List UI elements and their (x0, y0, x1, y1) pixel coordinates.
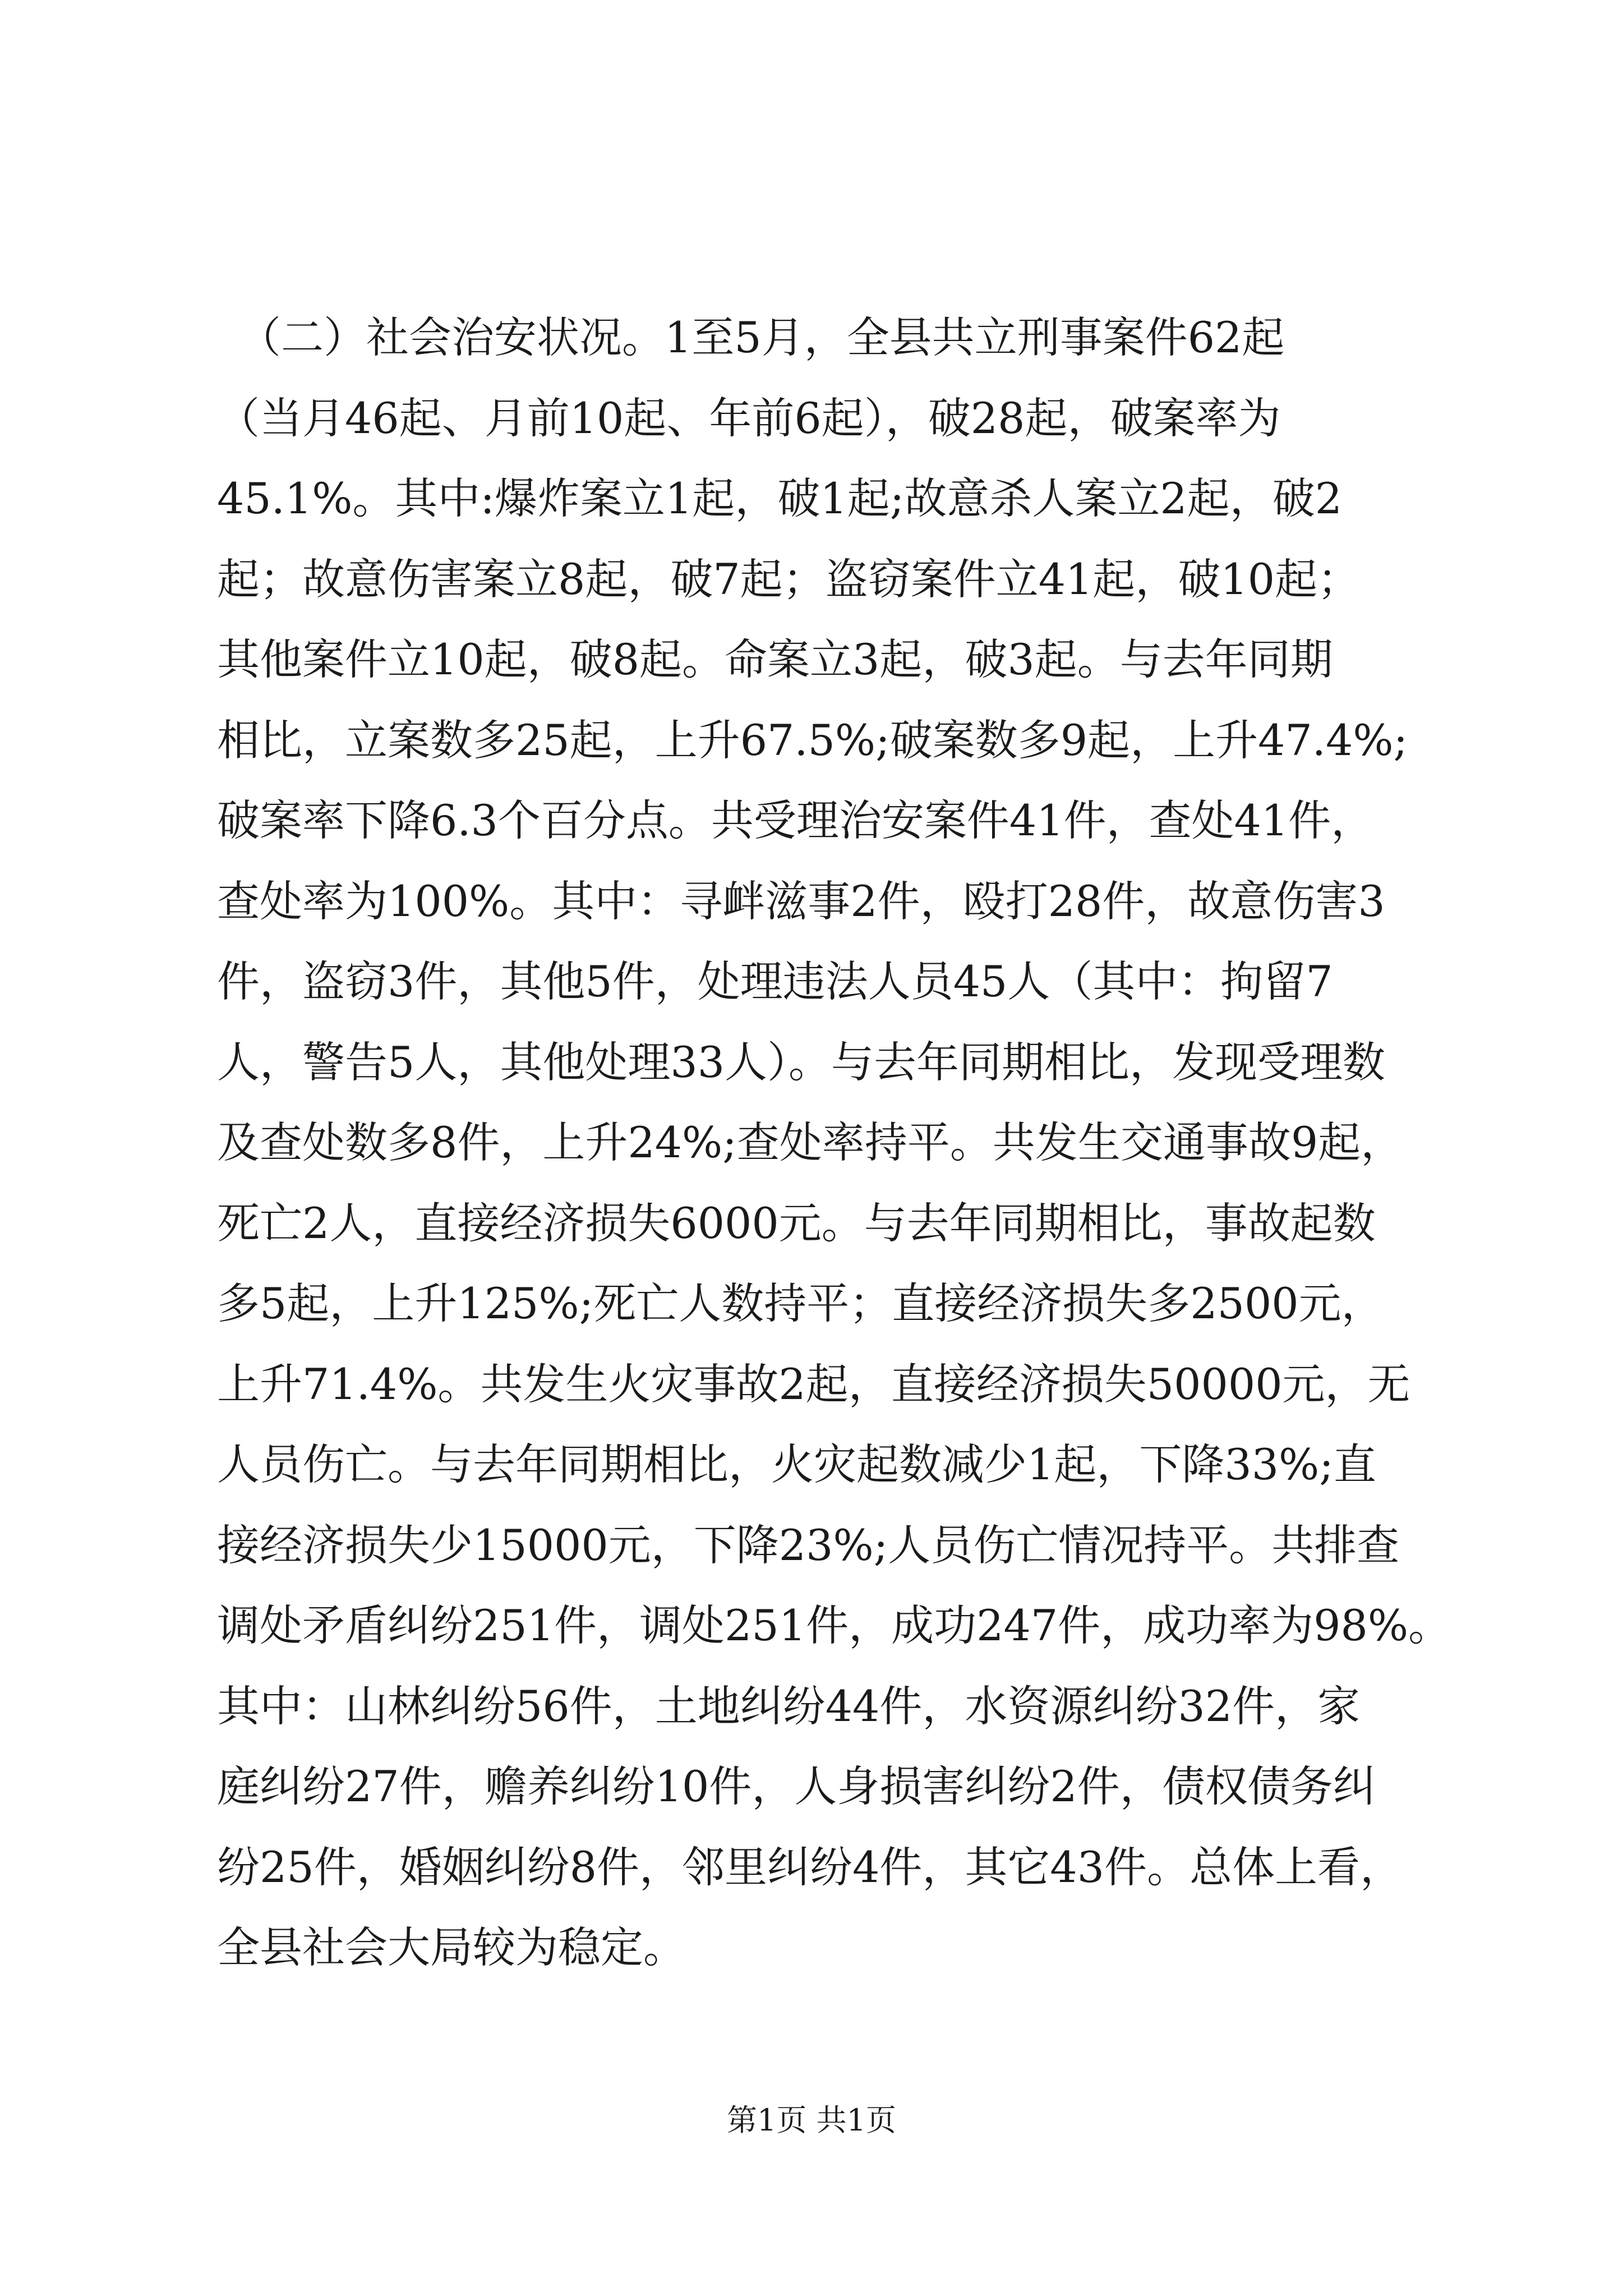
paragraph-line: 其他案件立10起，破8起。命案立3起，破3起。与去年同期 (217, 634, 1333, 684)
paragraph-line: 死亡2人，直接经济损失6000元。与去年同期相比，事故起数 (217, 1198, 1376, 1248)
page-number-label: 第1页 共1页 (727, 2102, 896, 2138)
paragraph-line: 45.1%。其中:爆炸案立1起，破1起;故意杀人案立2起，破2 (217, 473, 1343, 523)
paragraph-line: 全县社会大局较为稳定。 (217, 1922, 686, 1972)
paragraph-line: 多5起，上升125%;死亡人数持平；直接经济损失多2500元， (217, 1278, 1384, 1328)
paragraph-line: 查处率为100%。其中：寻衅滋事2件，殴打28件，故意伤害3 (217, 876, 1385, 926)
paragraph-line: 庭纠纷27件，赡养纠纷10件，人身损害纠纷2件，债权债务纠 (217, 1761, 1376, 1811)
paragraph-line: 纷25件，婚姻纠纷8件，邻里纠纷4件，其它43件。总体上看， (217, 1842, 1403, 1892)
paragraph-line: 相比，立案数多25起，上升67.5%;破案数多9起，上升47.4%; (217, 715, 1408, 765)
paragraph-line: 人员伤亡。与去年同期相比，火灾起数减少1起，下降33%;直 (217, 1439, 1376, 1489)
paragraph-line: 接经济损失少15000元，下降23%;人员伤亡情况持平。共排查 (217, 1520, 1400, 1570)
paragraph-line: 件，盗窃3件，其他5件，处理违法人员45人（其中：拘留7 (217, 956, 1333, 1006)
page-footer (0, 2101, 1623, 2140)
paragraph-line: （二）社会治安状况。1至5月，全县共立刑事案件62起 (217, 312, 1285, 362)
paragraph-line: 人，警告5人，其他处理33人）。与去年同期相比，发现受理数 (217, 1037, 1386, 1087)
paragraph-line: 及查处数多8件，上升24%;查处率持平。共发生交通事故9起， (217, 1117, 1404, 1167)
paragraph-line: 上升71.4%。共发生火灾事故2起，直接经济损失50000元，无 (217, 1359, 1410, 1409)
paragraph-line: 调处矛盾纠纷251件，调处251件，成功247件，成功率为98%。 (217, 1600, 1451, 1650)
body-paragraph (217, 297, 1451, 1988)
paragraph-line: 破案率下降6.3个百分点。共受理治安案件41件，查处41件， (217, 795, 1374, 845)
paragraph-line: 其中：山林纠纷56件，土地纠纷44件，水资源纠纷32件，家 (217, 1681, 1361, 1731)
paragraph-line: 起；故意伤害案立8起，破7起；盗窃案件立41起，破10起； (217, 554, 1361, 604)
paragraph-line: （当月46起、月前10起、年前6起），破28起，破案率为 (217, 393, 1281, 443)
